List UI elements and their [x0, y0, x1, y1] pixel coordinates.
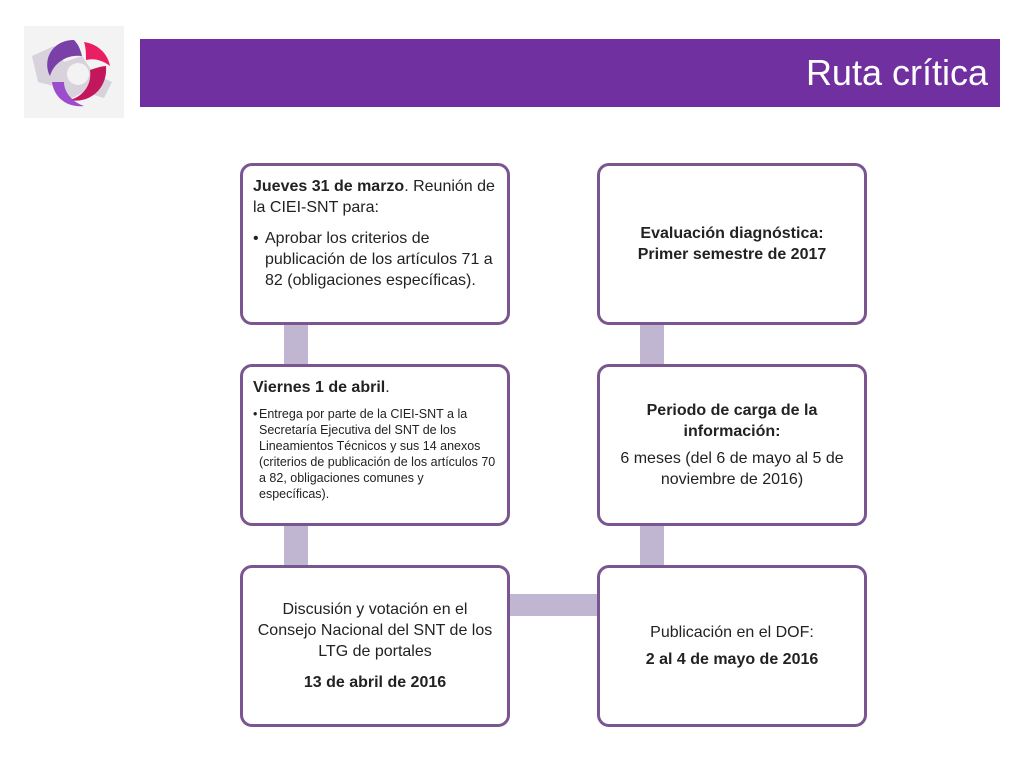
step-1-bullet-text: Aprobar los criterios de publicación de los artículos 71 a 82 (obligaciones específicas). — [265, 230, 493, 289]
title-bar — [140, 39, 1000, 107]
connector-4-5 — [640, 522, 664, 568]
step-3-text: Discusión y votación en el Consejo Nacional del SNT de los LTG de portales — [257, 601, 493, 660]
step-2-box — [240, 364, 510, 526]
step-2-intro: . — [385, 379, 390, 396]
step-2-date: Viernes 1 de abril — [253, 379, 386, 396]
connector-5-6 — [640, 322, 664, 368]
step-5-text: 6 meses (del 6 de mayo al 5 de noviembre de 2016) — [620, 450, 844, 488]
step-5-title: Periodo de carga de la información: — [646, 402, 818, 440]
step-2-bullet — [253, 406, 497, 502]
step-1-heading — [253, 176, 497, 218]
bullet-icon: • — [253, 230, 259, 247]
connector-3-4 — [508, 594, 600, 616]
bullet-icon: • — [253, 407, 258, 421]
step-3-box — [240, 565, 510, 727]
step-1-date: Jueves 31 de marzo — [253, 178, 405, 195]
institutional-logo — [24, 26, 124, 118]
step-1-bullet — [253, 228, 497, 291]
page-title: Ruta crítica — [805, 52, 988, 93]
step-4-text: Publicación en el DOF: — [650, 624, 814, 641]
step-2-bullet-text: Entrega por parte de la CIEI-SNT a la Secretaría Ejecutiva del SNT de los Lineamientos Técnicos y sus 14 anexos (criterios de publicación de los artículos 70 a 82, obligaciones comunes y específicas). — [259, 407, 496, 501]
step-1-box — [240, 163, 510, 325]
connector-1-2 — [284, 322, 308, 368]
step-3-date: 13 de abril de 2016 — [303, 674, 447, 691]
connector-2-3 — [284, 522, 308, 568]
step-1-intro: . Reunión de la CIEI-SNT para: — [253, 178, 495, 216]
step-2-heading — [253, 377, 497, 398]
step-4-date: 2 al 4 de mayo de 2016 — [645, 651, 819, 668]
step-4-box — [597, 565, 867, 727]
step-5-box — [597, 364, 867, 526]
step-6-box — [597, 163, 867, 325]
step-6-title: Evaluación diagnóstica: Primer semestre de 2017 — [637, 225, 827, 263]
